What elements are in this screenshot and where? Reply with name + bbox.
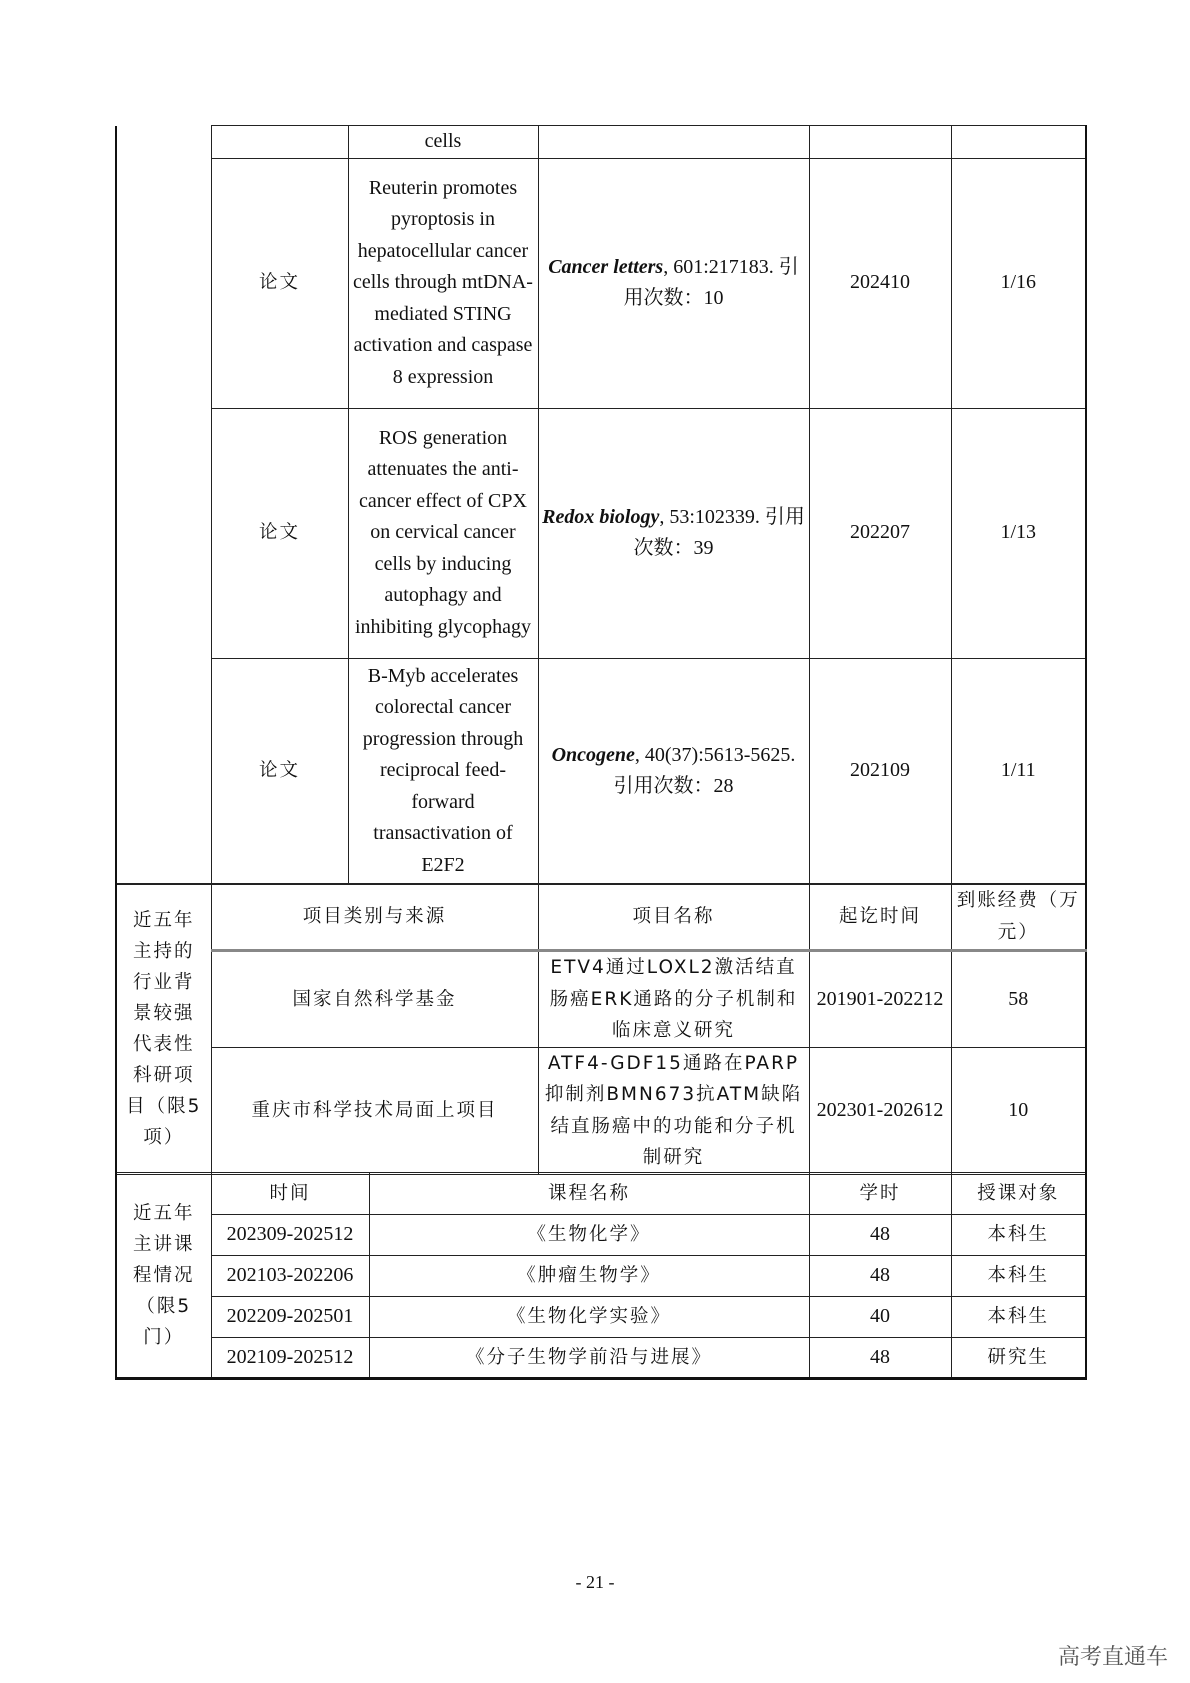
paper-journal: Oncogene xyxy=(551,743,635,766)
table-row xyxy=(116,158,1086,408)
course-period: 202103-202206 xyxy=(211,1256,369,1297)
table-row xyxy=(116,1215,1086,1256)
course-hours: 48 xyxy=(809,1338,951,1379)
projects-section-label: 近五年主持的行业背景较强代表性科研项目（限5项） xyxy=(116,884,211,1175)
paper-journal-cell xyxy=(538,408,809,658)
paper-type: 论文 xyxy=(211,158,348,408)
paper-journal-cell xyxy=(538,158,809,408)
course-audience: 本科生 xyxy=(951,1256,1086,1297)
course-audience: 本科生 xyxy=(951,1297,1086,1338)
title-fragment: cells xyxy=(348,126,538,159)
table-row xyxy=(116,658,1086,884)
paper-rank: 1/16 xyxy=(951,158,1086,408)
paper-title: ROS generation attenuates the anti-cancer effect of CPX on cervical cancer cells by inducing autophagy and inhibiting glycophagy xyxy=(348,408,538,658)
project-funding: 58 xyxy=(951,951,1086,1048)
paper-title: B-Myb accelerates colorectal cancer progression through reciprocal feed-forward transactivation of E2F2 xyxy=(348,658,538,884)
paper-details: , 40(37):5613-5625. 引用次数：28 xyxy=(613,743,796,797)
paper-journal-cell xyxy=(538,658,809,884)
project-funding: 10 xyxy=(951,1047,1086,1174)
courses-table xyxy=(115,1172,1087,1380)
project-name: ATF4-GDF15通路在PARP抑制剂BMN673抗ATM缺陷结直肠癌中的功能和分子机制研究 xyxy=(538,1047,809,1174)
table-row xyxy=(116,1256,1086,1297)
project-period: 202301-202612 xyxy=(809,1047,951,1174)
table-header-row xyxy=(116,1173,1086,1215)
type-cell-empty xyxy=(211,126,348,159)
paper-rank: 1/11 xyxy=(951,658,1086,884)
journal-cell-empty xyxy=(538,126,809,159)
table-row xyxy=(116,1297,1086,1338)
column-header: 学时 xyxy=(809,1173,951,1215)
column-header: 起讫时间 xyxy=(809,884,951,951)
column-header: 项目名称 xyxy=(538,884,809,951)
table-row xyxy=(116,126,1086,159)
course-period: 202209-202501 xyxy=(211,1297,369,1338)
section-label-empty xyxy=(116,126,211,885)
project-period: 201901-202212 xyxy=(809,951,951,1048)
date-cell-empty xyxy=(809,126,951,159)
table-header-row xyxy=(116,884,1086,951)
column-header: 课程名称 xyxy=(369,1173,809,1215)
column-header: 到账经费（万元） xyxy=(951,884,1086,951)
page-number: - 21 - xyxy=(575,1572,615,1592)
projects-table xyxy=(115,883,1087,1175)
course-hours: 48 xyxy=(809,1256,951,1297)
paper-rank: 1/13 xyxy=(951,408,1086,658)
paper-details: , 53:102339. 引用次数：39 xyxy=(633,505,805,559)
course-hours: 48 xyxy=(809,1215,951,1256)
column-header: 项目类别与来源 xyxy=(211,884,538,951)
course-period: 202109-202512 xyxy=(211,1338,369,1379)
table-row xyxy=(116,408,1086,658)
paper-date: 202410 xyxy=(809,158,951,408)
column-header: 时间 xyxy=(211,1173,369,1215)
papers-table xyxy=(115,125,1087,885)
course-hours: 40 xyxy=(809,1297,951,1338)
paper-type: 论文 xyxy=(211,658,348,884)
paper-title: Reuterin promotes pyroptosis in hepatocellular cancer cells through mtDNA-mediated STING activation and caspase 8 expression xyxy=(348,158,538,408)
course-name: 《肿瘤生物学》 xyxy=(369,1256,809,1297)
column-header: 授课对象 xyxy=(951,1173,1086,1215)
table-row xyxy=(116,1338,1086,1379)
course-name: 《分子生物学前沿与进展》 xyxy=(369,1338,809,1379)
project-source: 国家自然科学基金 xyxy=(211,951,538,1048)
course-name: 《生物化学实验》 xyxy=(369,1297,809,1338)
rank-cell-empty xyxy=(951,126,1086,159)
paper-details: , 601:217183. 引用次数：10 xyxy=(623,255,799,309)
paper-journal: Redox biology xyxy=(542,505,660,528)
paper-journal: Cancer letters xyxy=(548,255,664,278)
watermark: 高考直通车 xyxy=(1057,1645,1168,1670)
course-audience: 研究生 xyxy=(951,1338,1086,1379)
course-name: 《生物化学》 xyxy=(369,1215,809,1256)
table-row xyxy=(116,1047,1086,1174)
paper-date: 202207 xyxy=(809,408,951,658)
course-period: 202309-202512 xyxy=(211,1215,369,1256)
paper-date: 202109 xyxy=(809,658,951,884)
project-source: 重庆市科学技术局面上项目 xyxy=(211,1047,538,1174)
project-name: ETV4通过LOXL2激活结直肠癌ERK通路的分子机制和临床意义研究 xyxy=(538,951,809,1048)
courses-section-label: 近五年主讲课程情况（限5门） xyxy=(116,1173,211,1379)
table-row xyxy=(116,951,1086,1048)
course-audience: 本科生 xyxy=(951,1215,1086,1256)
paper-type: 论文 xyxy=(211,408,348,658)
